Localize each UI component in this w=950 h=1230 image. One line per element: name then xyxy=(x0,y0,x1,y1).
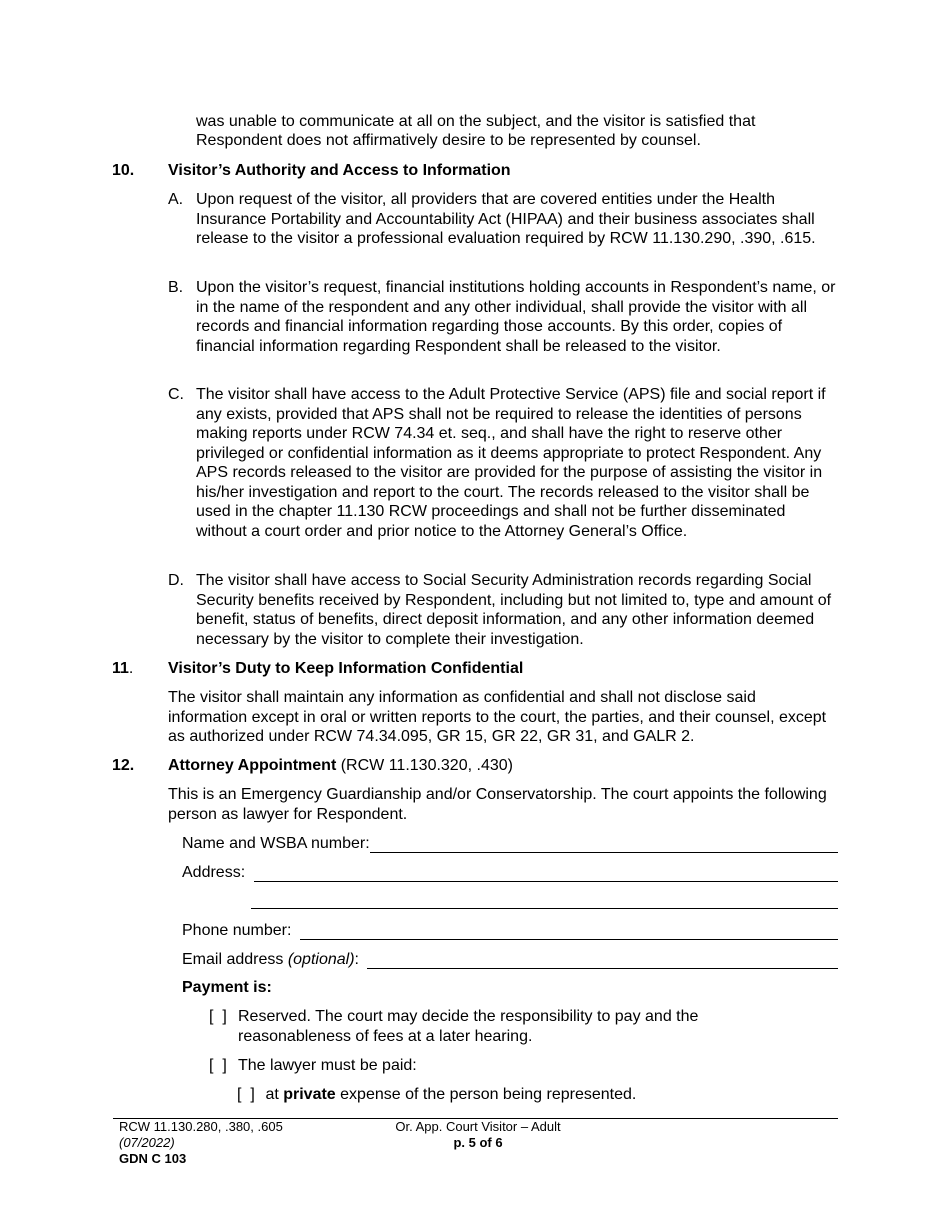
phone-row xyxy=(182,918,838,940)
payment-label: Payment is: xyxy=(182,979,272,996)
footer-form-id: GDN C 103 xyxy=(119,1151,187,1166)
email-field[interactable] xyxy=(367,952,838,969)
section-11-number-digits: 11 xyxy=(112,660,129,677)
private-post: expense of the person being represented. xyxy=(335,1086,637,1103)
item-a-text: Upon request of the visitor, all providers that are covered entities under the Health Insurance Portability and Accountability Act (HIPAA) and their business associates shall release to the visitor a professional evaluation required by RCW 11.130.290, .390, .615. xyxy=(196,191,816,247)
email-optional-text: (optional) xyxy=(287,950,355,968)
item-b-text: Upon the visitor’s request, financial institutions holding accounts in Respondent’s name, or in the name of the respondent and any other individual, shall provide the visitor with all records and financial information regarding those accounts. By this order, copies of financial information regarding Respondent shall be released to the visitor. xyxy=(196,279,836,355)
private-pre: at xyxy=(261,1086,284,1103)
section-11-title: Visitor’s Duty to Keep Information Confidential xyxy=(168,660,524,677)
email-label xyxy=(182,950,363,970)
item-d-letter: D. xyxy=(168,572,184,589)
footer-rcw: RCW 11.130.280, .380, .605 xyxy=(119,1119,283,1134)
address-field-line-2[interactable] xyxy=(251,908,838,909)
name-wsba-field[interactable] xyxy=(370,836,838,853)
item-a-letter: A. xyxy=(168,191,184,208)
section-12-number: 12. xyxy=(112,757,135,774)
private-expense-checkbox[interactable]: [ ] xyxy=(237,1086,255,1103)
reserved-checkbox[interactable]: [ ] xyxy=(209,1008,227,1025)
address-label: Address: xyxy=(182,863,250,881)
private-bold: private xyxy=(283,1086,336,1103)
section-11-body: The visitor shall maintain any information as confidential and shall not disclose said information except in oral or written reports to the court, the parties, and their counsel, except as authorized under RCW 74.34.095, GR 15, GR 22, GR 31, and GALR 2. xyxy=(168,689,827,745)
section-11-number xyxy=(112,659,133,679)
name-wsba-row xyxy=(182,831,838,853)
lawyer-paid-checkbox[interactable]: [ ] xyxy=(209,1057,227,1074)
phone-label: Phone number: xyxy=(182,921,296,939)
footer-date: (07/2022) xyxy=(119,1135,175,1150)
item-d-text: The visitor shall have access to Social Security Administration records regarding Social Security benefits received by Respondent, including but not limited to, type and amount of benefit, status of benefits, direct deposit information, and any other information deemed necessary by the visitor to complete their investigation. xyxy=(196,572,832,648)
section-12-title: Attorney Appointment xyxy=(168,757,337,774)
email-row xyxy=(182,947,838,969)
section-12-heading xyxy=(168,756,513,776)
email-label-text: Email address xyxy=(182,950,288,968)
intro-line-1: was unable to communicate at all on the subject, and the visitor is satisfied that xyxy=(196,113,756,130)
address-field-line-1[interactable] xyxy=(254,865,838,882)
reserved-line-2: reasonableness of fees at a later hearing. xyxy=(238,1028,533,1045)
footer-left xyxy=(119,1119,283,1167)
private-expense-text xyxy=(261,1085,636,1105)
name-wsba-label: Name and WSBA number: xyxy=(182,834,370,852)
section-10-title: Visitor’s Authority and Access to Information xyxy=(168,162,511,179)
intro-line-2: Respondent does not affirmatively desire to be represented by counsel. xyxy=(196,132,701,149)
phone-field[interactable] xyxy=(300,923,838,940)
address-row xyxy=(182,860,838,882)
section-12-title-ref: (RCW 11.130.320, .430) xyxy=(336,757,513,774)
reserved-line-1: Reserved. The court may decide the responsibility to pay and the xyxy=(238,1008,699,1025)
footer-center xyxy=(360,1119,596,1151)
footer-page-number: p. 5 of 6 xyxy=(453,1135,503,1150)
lawyer-paid-text: The lawyer must be paid: xyxy=(238,1057,417,1074)
email-colon: : xyxy=(354,950,364,968)
item-c-letter: C. xyxy=(168,386,184,403)
section-11-number-suffix: . xyxy=(128,660,134,677)
footer-doc-title: Or. App. Court Visitor – Adult xyxy=(395,1119,561,1134)
item-b-letter: B. xyxy=(168,279,184,296)
section-10-number: 10. xyxy=(112,162,135,179)
item-c-text: The visitor shall have access to the Adult Protective Service (APS) file and social report if any exists, provided that APS shall not be required to release the identities of persons making reports under RCW 74.34 et. seq., and shall have the right to reserve other privileged or confidential information as it deems appropriate to protect Respondent. Any APS records released to the visitor are provided for the purpose of assisting the visitor in his/her investigation and report to the court. The records released to the visitor shall be used in the chapter 11.130 RCW proceedings and shall not be further disseminated without a court order and prior notice to the Attorney General’s Office. xyxy=(196,386,826,540)
section-12-body: This is an Emergency Guardianship and/or Conservatorship. The court appoints the following person as lawyer for Respondent. xyxy=(168,786,827,823)
